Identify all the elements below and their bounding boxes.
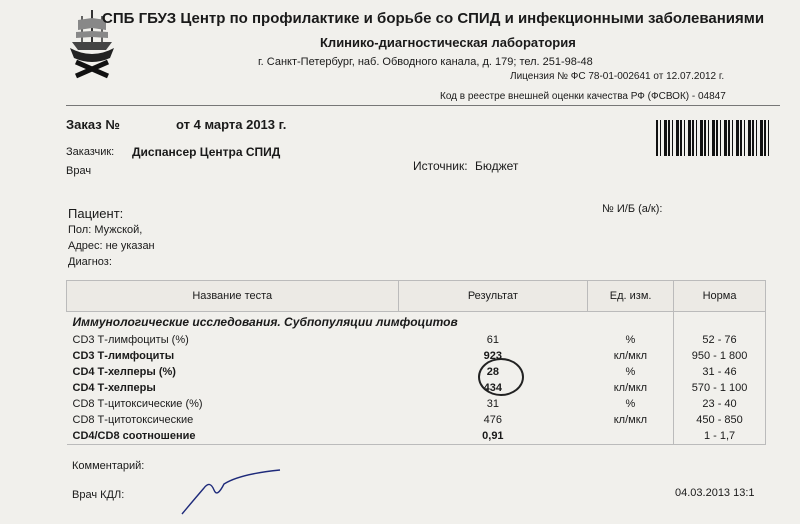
- table-row: [67, 380, 766, 396]
- test-unit: кл/мкл: [613, 382, 648, 394]
- laboratory-name: Клинико-диагностическая лаборатория: [320, 35, 576, 50]
- report-datetime: 04.03.2013 13:1: [675, 487, 755, 499]
- table-row: [67, 332, 766, 348]
- test-name: CD8 Т-цитотоксические: [72, 414, 194, 426]
- test-result: 476: [483, 414, 503, 426]
- test-norm: 1 - 1,7: [674, 428, 766, 445]
- test-unit: %: [625, 366, 636, 378]
- address: г. Санкт-Петербург, наб. Обводного канала, д. 179; тел. 251-98-48: [258, 56, 593, 68]
- test-unit: [588, 428, 674, 445]
- test-norm: 450 - 850: [674, 412, 766, 428]
- column-header-result: Результат: [398, 281, 588, 312]
- test-unit: %: [625, 334, 636, 346]
- test-result: 434: [483, 382, 503, 394]
- source-value: Бюджет: [475, 159, 519, 173]
- doctor-label: Врач: [66, 165, 92, 177]
- test-name: CD3 Т-лимфоциты: [72, 350, 175, 362]
- comment-label: Комментарий:: [72, 460, 145, 472]
- test-unit: %: [625, 398, 636, 410]
- patient-address: Адрес: не указан: [68, 240, 155, 252]
- test-name: CD3 Т-лимфоциты (%): [72, 334, 189, 346]
- test-name: CD4 Т-хелперы: [72, 382, 156, 394]
- test-norm: 950 - 1 800: [674, 348, 766, 364]
- patient-id-label: № И/Б (а/к):: [602, 203, 663, 215]
- patient-sex: Пол: Мужской,: [68, 224, 143, 236]
- test-norm: 31 - 46: [674, 364, 766, 380]
- test-result: 61: [486, 334, 499, 346]
- test-norm: 23 - 40: [674, 396, 766, 412]
- test-result: 923: [483, 350, 503, 362]
- handwritten-circle-mark: [478, 358, 524, 396]
- table-row: [67, 396, 766, 412]
- column-header-test: Название теста: [67, 281, 399, 312]
- section-title: Иммунологические исследования. Субпопуляции лимфоцитов: [72, 315, 458, 329]
- license: Лицензия № ФС 78-01-002641 от 12.07.2012 г.: [510, 71, 725, 82]
- signature: [180, 466, 290, 516]
- table-row: [67, 428, 766, 445]
- order-number-label: Заказ №: [66, 117, 120, 132]
- test-name: CD4 Т-хелперы (%): [72, 366, 176, 378]
- test-norm: 570 - 1 100: [674, 380, 766, 396]
- quality-registry-code: Код в реестре внешней оценки качества РФ (ФСВОК) - 04847: [440, 91, 726, 102]
- test-result: 31: [486, 398, 499, 410]
- header-divider: [66, 105, 780, 106]
- order-date: от 4 марта 2013 г.: [176, 117, 287, 132]
- table-row: [67, 412, 766, 428]
- customer-label: Заказчик:: [66, 146, 115, 158]
- test-name: CD4/CD8 соотношение: [67, 428, 399, 445]
- table-row: [67, 364, 766, 380]
- test-unit: кл/мкл: [613, 350, 648, 362]
- doctor-kdl-label: Врач КДЛ:: [72, 489, 125, 501]
- source-label: Источник:: [413, 159, 468, 173]
- column-header-unit: Ед. изм.: [588, 281, 674, 312]
- test-name: CD8 Т-цитоксические (%): [72, 398, 203, 410]
- patient-diagnosis: Диагноз:: [68, 256, 112, 268]
- test-result: 28: [486, 366, 499, 378]
- test-norm: 52 - 76: [674, 332, 766, 348]
- column-header-norm: Норма: [674, 281, 766, 312]
- table-row: [67, 348, 766, 364]
- barcode: [656, 120, 772, 156]
- test-result: 0,91: [398, 428, 588, 445]
- organization-name: СПБ ГБУЗ Центр по профилактике и борьбе со СПИД и инфекционными заболеваниями: [102, 10, 765, 27]
- customer-value: Диспансер Центра СПИД: [132, 145, 281, 159]
- results-table: [66, 280, 766, 445]
- test-unit: кл/мкл: [613, 414, 648, 426]
- patient-label: Пациент:: [68, 206, 124, 221]
